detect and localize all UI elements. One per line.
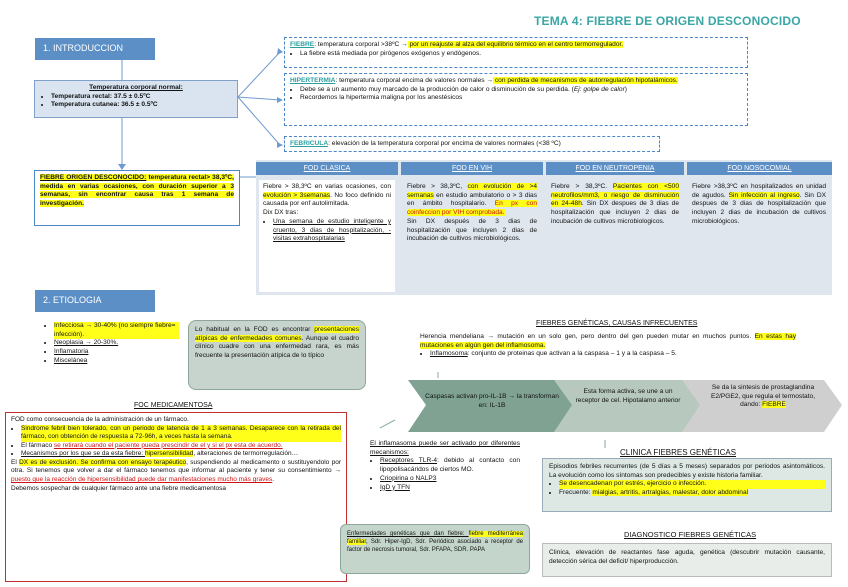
lo-habitual-box: Lo habitual en la FOD es encontrar presentaciones atípicas de enfermedades comunes. Aunque el cuadro clínico cuadre con una enfermedad rara, es más frecuente la presentación atípica de lo típico	[188, 320, 366, 390]
diagnostico-title: DIAGNOSTICO FIEBRES GENÉTICAS	[624, 530, 757, 539]
temperatura-rectal: • Temperatura rectal: 37.5 ± 0.5ºC	[51, 93, 231, 102]
col-fod-clasica: Fiebre > 38,3ºC en varias ocasiones, con evolución > 3semanas. No foco definido ni causada por enf autolimitada. Dix DX tras: • Una semana de estudio inteligente y cruento, 3 dias de hospitalización, - visitas extrahospitalarias	[259, 180, 395, 292]
inflamasoma-activacion: El inflamasoma puede ser activado por diferentes mecanismos: • Receptores TLR-4: debido al contacto con lipopolisacáridos de ciertos MO. • Criopirina o NALP3 • IgD y TFN	[370, 440, 520, 525]
fiebres-geneticas-text: Herencia mendeliana → mutación en un solo gen, pero dentro del gen pueden mutar en muchos puntos. En estas hay mutaciones en algún gen del inflamosoma. • Inflamosoma: conjunto de proteinas que activan a la caspasa – 1 y a la caspasa – 5.	[420, 333, 796, 375]
col-fod-nosocomial: Fiebre >38,3ºC en hospitalizados en unidad de agudos. Sin infección al ingreso. Sin DX despues de 3 dias de hospitalización que incluyen 2 dias de incubación de cultivos microbiológicos.	[692, 183, 827, 225]
etiologia-miscelanea: • Miscelánea	[54, 357, 179, 366]
fiebre-bullet: • La fiebre está mediada por pirógenos exógenos y endógenos.	[300, 50, 742, 59]
febricula-text: : elevación de la temperatura corporal por encima de valores normales (<38 ºC)	[328, 140, 561, 147]
hipertermia-highlight: con perdida de mecanismos de autorregulación hipotalámicos.	[493, 77, 678, 84]
fod-definicion-text: temperatura rectal> 38,3ºC, medida en varias ocasiones, con duración superior a 3 semanas, sin encontrar causa tras 1 semana de investigación.	[40, 174, 235, 208]
hipertermia-bullet-1: • Debe se a un aumento muy marcado de la producción de calor o disminución de su perdida. (Ej: golpe de calor)	[300, 86, 742, 95]
fiebre-highlight: por un reajuste al alza del equilibrio térmico en el centro termorregulador.	[407, 41, 624, 48]
diagnostico-box: Clinica, elevación de reactantes fase aguda, genética (descubrir mutación causante, detección sérica del deficit/ hiperproducción.	[542, 543, 832, 577]
col-header-fod-neutropenia: FOD EN NEUTROPENIA	[546, 162, 684, 175]
etiologia-neoplasia: • Neoplasia → 20-30%.	[54, 339, 179, 348]
fod-definicion-label: FIEBRE ORIGEN DESCONOCIDO:	[40, 174, 147, 181]
enfermedades-geneticas-box: Enfermedades genéticas que dan fiebre: fiebre mediterránea familiar, Sdr. Hiper-IgD, Sdr. Periódico asociado a receptor de factor de necrosis tumoral, Sdr. PFAPA, SDR. PAPA	[340, 524, 530, 574]
col-fod-neutropenia: Fiebre > 38,3ºC. Pacientes con <500 neutrofilos/mm3, o riesgo de disminución en 24-48h. Sin DX despues de 3 dias de hospitalización que incluyen 2 dias de incubación de cultivos microbiologicos.	[551, 183, 680, 225]
temperatura-normal-title: Temperatura corporal normal:	[89, 84, 183, 91]
fod-medicamentosa-box: FOD como consecuencia de la administración de un fármaco. • Sindrome febril bien tolerado, con un periodo de latencia de 1 a 3 semanas. Desaparece con la retirada del fármaco, con obtención de respuesta a 72-96h, a veces hasta la semana. • El fármaco se retirará cuando el paciente pueda prescindir de el y si el px esta de acuerdo. • Mecanismos por los que se da esta fiebre: hipersensibilidad, alteraciones de termorregulación… El DX es de exclusión. Se confirma con ensayo terapéutico, suspendiendo al medicamento o sustituyendolo por otra. Si tenemos que volver a dar el fármaco tenemos que informar al paciente y tener su consentimiento → puesto que la reacción de hipersensibilidad puede dar manifestaciones mucho más graves. Debemos sospechar de cualquier fármaco ante una fiebre medicamentosa	[5, 412, 347, 582]
col-header-fod-nosocomial: FOD NOSOCOMIAL	[687, 162, 832, 175]
fiebres-geneticas-title: FIEBRES GENÉTICAS, CAUSAS INFRECUENTES	[536, 320, 698, 327]
fod-medicamentosa-title: FOC MEDICAMENTOSA	[134, 402, 213, 409]
febricula-label: FEBRICULA	[290, 140, 329, 147]
etiologia-infecciosa: • Infecciosa → 30-40% (no siempre fiebre= infección).	[54, 322, 179, 339]
section-introduccion-header: 1. INTRODUCCION	[35, 38, 155, 60]
col-header-fod-vih: FOD EN VIH	[401, 162, 543, 175]
fiebre-text: : temperatura corporal >38ºC →	[314, 41, 408, 48]
fiebre-label: FIEBRE	[290, 41, 315, 48]
col-header-fod-clasica: FOD CLASICA	[256, 162, 398, 175]
arrow-step-3: Se da la sintesis de prostaglandina E2/PGE2, que regula el termostato, dando: FIEBRE	[710, 384, 816, 409]
etiologia-inflamatoria: • Inflamatoria	[54, 348, 179, 357]
arrow-step-2: Esta forma activa, se une a un receptor de cel. Hipotalamo anterior	[575, 388, 681, 404]
hipertermia-text: : temperatura corporal encima de valores normales →	[335, 77, 494, 84]
clinica-box: Episodios febriles recurrentes (de 5 días a 5 meses) separados por periodos asintomáticos. La evolución como los síntomas son predecibles y existe historia familiar. • Se desencadenan por estrés, ejercicio o infección. • Frecuente: mialgias, artritis, artralgias, malestar, dolor abdominal	[542, 458, 832, 512]
clinica-title: CLINICA FIEBRES GENÉTICAS	[620, 448, 737, 457]
hipertermia-label: HIPERTERMIA	[290, 77, 336, 84]
col-fod-vih: Fiebre > 38,3ºC, con evolución de >4 semanas en estudio ambulatorio o > 3 dias en ámbito hospitalario. En px con coinfeccion por VIH comprobada. Sin DX después de 3 dias de hospitalización que incluyen 2 dias de incubación de cultivos microbiológicos.	[407, 183, 537, 243]
page-title: TEMA 4: FIEBRE DE ORIGEN DESCONOCIDO	[534, 14, 801, 28]
hipertermia-bullet-2: • Recordemos la hipertermia maligna por los anestésicos	[300, 94, 742, 103]
section-etiologia-header: 2. ETIOLOGIA	[35, 290, 155, 312]
temperatura-cutanea: • Temperatura cutanea: 36.5 ± 0.5ºC	[51, 101, 231, 110]
arrow-step-1: Caspasas activan pro-IL-1B → la transforman en: IL-1B	[425, 393, 559, 409]
